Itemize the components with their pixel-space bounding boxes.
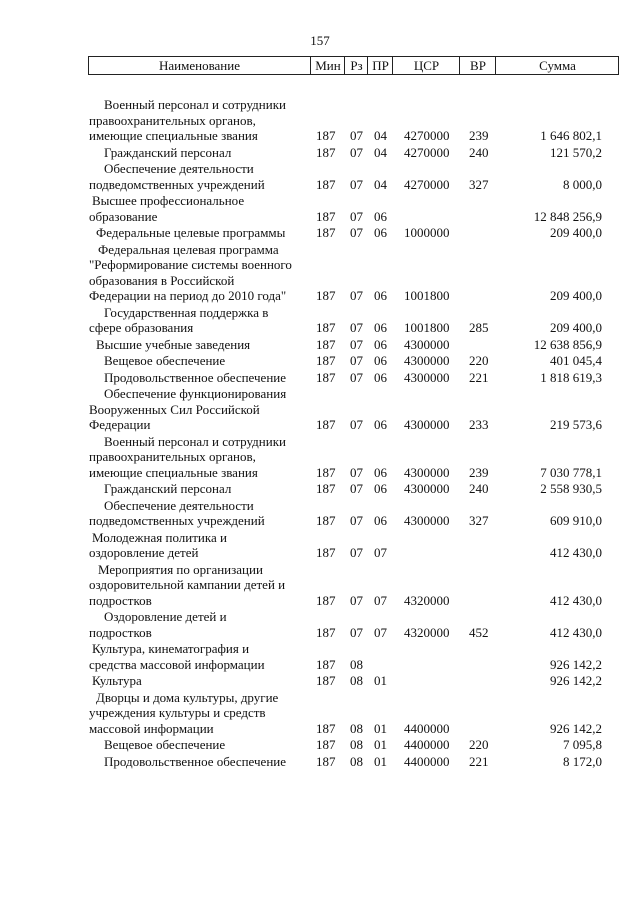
row-csr: 4300000 — [404, 481, 450, 496]
row-rz: 07 — [350, 320, 363, 335]
row-sum: 219 573,6 — [550, 417, 602, 432]
row-sum: 2 558 930,5 — [540, 481, 602, 496]
row-rz: 07 — [350, 513, 363, 528]
row-name — [88, 640, 310, 672]
row-sum: 7 030 778,1 — [540, 464, 602, 480]
header-csr: ЦСР — [392, 57, 460, 74]
table-row — [88, 561, 620, 609]
row-sum: 412 430,0 — [550, 545, 602, 560]
row-vr: 240 — [469, 481, 489, 496]
row-min: 187 — [316, 464, 336, 480]
row-rz: 07 — [350, 225, 363, 240]
row-vr: 452 — [469, 624, 489, 640]
row-name-line: Оздоровление детей и — [104, 609, 227, 624]
page-number: 157 — [310, 33, 330, 48]
row-min: 187 — [316, 320, 336, 335]
row-vr: 327 — [469, 513, 489, 528]
table-row — [88, 497, 620, 529]
row-rz: 08 — [350, 753, 363, 769]
row-name-line: Федеральные целевые программы — [96, 225, 286, 240]
row-pr: 04 — [374, 128, 387, 143]
row-min: 187 — [316, 369, 336, 385]
row-rz: 07 — [350, 545, 363, 560]
table-row — [88, 640, 620, 672]
row-name-line: Военный персонал и сотрудники — [104, 433, 286, 449]
row-pr: 06 — [374, 464, 387, 480]
row-name — [88, 529, 310, 561]
row-name — [88, 96, 310, 144]
row-csr: 4300000 — [404, 513, 450, 528]
row-name-line: образования в Российской — [89, 272, 235, 288]
row-name-line: Культура — [92, 673, 142, 688]
row-name-line: Гражданский персонал — [104, 481, 232, 496]
row-min: 187 — [316, 592, 336, 608]
row-name-line: Мероприятия по организации — [98, 561, 263, 577]
row-name-line: Вещевое обеспечение — [104, 353, 226, 368]
row-csr: 4400000 — [404, 720, 450, 736]
row-name-line: учреждения культуры и средств — [89, 705, 266, 720]
row-name-line: правоохранительных органов, — [89, 112, 256, 128]
row-name-line: оздоровление детей — [89, 545, 199, 560]
row-name — [88, 192, 310, 224]
row-rz: 07 — [350, 481, 363, 496]
row-rz: 07 — [350, 336, 363, 352]
row-csr: 4300000 — [404, 336, 450, 352]
row-min: 187 — [316, 753, 336, 769]
row-rz: 07 — [350, 176, 363, 192]
row-vr: 221 — [469, 753, 489, 769]
row-vr: 285 — [469, 320, 489, 335]
row-name-line: Гражданский персонал — [104, 144, 232, 160]
row-pr: 06 — [374, 336, 387, 352]
row-csr: 4270000 — [404, 176, 450, 192]
row-name — [88, 608, 310, 640]
row-min: 187 — [316, 288, 336, 303]
row-name — [88, 480, 310, 497]
row-name-line: Обеспечение функционирования — [104, 386, 287, 401]
row-name — [88, 369, 310, 386]
row-csr: 1001800 — [404, 320, 450, 335]
row-min: 187 — [316, 481, 336, 496]
row-name-line: Обеспечение деятельности — [104, 497, 254, 513]
row-sum: 1 646 802,1 — [540, 128, 602, 143]
row-sum: 926 142,2 — [550, 656, 602, 672]
table-row — [88, 529, 620, 561]
row-name-line: "Реформирование системы военного — [89, 257, 292, 272]
table-row — [88, 608, 620, 640]
row-rz: 07 — [350, 624, 363, 640]
row-rz: 07 — [350, 128, 363, 143]
row-csr: 4270000 — [404, 144, 450, 160]
row-pr: 01 — [374, 753, 387, 769]
row-name-line: Федеральная целевая программа — [98, 241, 279, 257]
row-sum: 8 000,0 — [563, 176, 602, 192]
row-sum: 209 400,0 — [550, 225, 602, 240]
table-row — [88, 336, 620, 353]
row-rz: 07 — [350, 288, 363, 303]
row-sum: 209 400,0 — [550, 320, 602, 335]
header-min: Мин — [310, 57, 345, 74]
row-vr: 220 — [469, 353, 489, 368]
header-rz: Рз — [344, 57, 368, 74]
row-min: 187 — [316, 720, 336, 736]
row-min: 187 — [316, 225, 336, 240]
header-vr: ВР — [459, 57, 496, 74]
table-row — [88, 736, 620, 753]
row-name — [88, 224, 310, 241]
table-body — [88, 96, 620, 769]
table-row — [88, 433, 620, 481]
row-name-line: Продовольственное обеспечение — [104, 753, 286, 769]
row-csr: 4400000 — [404, 753, 450, 769]
table-row — [88, 753, 620, 770]
row-name — [88, 689, 310, 737]
table-row — [88, 352, 620, 369]
row-name — [88, 672, 310, 689]
table-row — [88, 241, 620, 304]
row-name-line: подростков — [89, 592, 152, 608]
row-pr: 01 — [374, 737, 387, 752]
row-vr: 220 — [469, 737, 489, 752]
row-min: 187 — [316, 656, 336, 672]
row-sum: 8 172,0 — [563, 753, 602, 769]
row-csr: 4270000 — [404, 128, 450, 143]
row-min: 187 — [316, 208, 336, 224]
table-row — [88, 480, 620, 497]
row-name-line: Федерации на период до 2010 года" — [89, 288, 287, 303]
row-pr: 04 — [374, 176, 387, 192]
row-min: 187 — [316, 513, 336, 528]
row-name-line: Обеспечение деятельности — [104, 161, 254, 176]
row-name-line: подведомственных учреждений — [89, 176, 265, 192]
table-row — [88, 192, 620, 224]
row-name-line: оздоровительной кампании детей и — [89, 577, 286, 592]
row-min: 187 — [316, 545, 336, 560]
row-rz: 08 — [350, 656, 363, 672]
row-pr: 07 — [374, 592, 387, 608]
row-csr: 1000000 — [404, 225, 450, 240]
row-pr: 06 — [374, 417, 387, 432]
row-sum: 12 638 856,9 — [533, 336, 602, 352]
row-name-line: Молодежная политика и — [92, 529, 227, 545]
row-pr: 06 — [374, 225, 387, 240]
row-name — [88, 352, 310, 369]
row-name — [88, 160, 310, 192]
row-name — [88, 736, 310, 753]
row-sum: 7 095,8 — [563, 737, 602, 752]
row-name-line: имеющие специальные звания — [89, 464, 258, 480]
row-vr: 221 — [469, 369, 489, 385]
row-name — [88, 241, 310, 304]
row-csr: 4320000 — [404, 624, 450, 640]
row-vr: 327 — [469, 176, 489, 192]
header-pr: ПР — [367, 57, 393, 74]
row-name-line: Дворцы и дома культуры, другие — [96, 689, 279, 705]
header-name: Наименование — [159, 58, 240, 73]
row-rz: 08 — [350, 737, 363, 752]
row-min: 187 — [316, 737, 336, 752]
row-name-line: подведомственных учреждений — [89, 513, 265, 528]
row-sum: 401 045,4 — [550, 353, 602, 368]
row-sum: 1 818 619,3 — [540, 369, 602, 385]
row-min: 187 — [316, 144, 336, 160]
row-name — [88, 144, 310, 161]
row-rz: 07 — [350, 464, 363, 480]
row-name — [88, 304, 310, 336]
row-csr: 1001800 — [404, 288, 450, 303]
row-name — [88, 433, 310, 481]
row-name-line: Культура, кинематография и — [92, 641, 250, 656]
row-sum: 412 430,0 — [550, 624, 602, 640]
table-row — [88, 96, 620, 144]
table-row — [88, 689, 620, 737]
row-pr: 06 — [374, 320, 387, 335]
row-name — [88, 561, 310, 609]
row-name — [88, 385, 310, 433]
table-row — [88, 672, 620, 689]
row-name-line: массовой информации — [89, 720, 214, 736]
row-pr: 06 — [374, 369, 387, 385]
row-sum: 609 910,0 — [550, 513, 602, 528]
row-pr: 06 — [374, 208, 387, 224]
row-name — [88, 336, 310, 353]
row-rz: 07 — [350, 353, 363, 368]
row-min: 187 — [316, 624, 336, 640]
row-rz: 07 — [350, 208, 363, 224]
row-rz: 07 — [350, 144, 363, 160]
row-csr: 4300000 — [404, 417, 450, 432]
row-sum: 412 430,0 — [550, 592, 602, 608]
row-rz: 07 — [350, 369, 363, 385]
row-vr: 239 — [469, 464, 489, 480]
row-min: 187 — [316, 336, 336, 352]
row-name-line: Вооруженных Сил Российской — [89, 401, 260, 417]
table-header — [88, 56, 619, 75]
row-vr: 240 — [469, 144, 489, 160]
row-csr: 4300000 — [404, 369, 450, 385]
row-csr: 4300000 — [404, 353, 450, 368]
row-min: 187 — [316, 128, 336, 143]
row-csr: 4400000 — [404, 737, 450, 752]
row-name-line: правоохранительных органов, — [89, 449, 256, 464]
row-min: 187 — [316, 417, 336, 432]
row-pr: 04 — [374, 144, 387, 160]
row-name — [88, 497, 310, 529]
row-pr: 06 — [374, 481, 387, 496]
row-name-line: подростков — [89, 624, 152, 640]
row-rz: 07 — [350, 417, 363, 432]
row-name-line: образование — [89, 208, 158, 224]
table-row — [88, 144, 620, 161]
row-pr: 01 — [374, 720, 387, 736]
row-pr: 06 — [374, 288, 387, 303]
row-sum: 209 400,0 — [550, 288, 602, 303]
row-name-line: Продовольственное обеспечение — [104, 369, 286, 385]
table-row — [88, 160, 620, 192]
row-vr: 233 — [469, 417, 489, 432]
table-row — [88, 385, 620, 433]
row-sum: 121 570,2 — [550, 144, 602, 160]
row-rz: 08 — [350, 673, 363, 688]
row-name-line: Военный персонал и сотрудники — [104, 97, 286, 112]
row-pr: 07 — [374, 545, 387, 560]
row-name-line: Вещевое обеспечение — [104, 737, 226, 752]
row-name-line: Государственная поддержка в — [104, 304, 269, 320]
row-min: 187 — [316, 176, 336, 192]
row-name-line: Федерации — [89, 417, 151, 432]
table-row — [88, 304, 620, 336]
row-name-line: средства массовой информации — [89, 656, 265, 672]
row-pr: 07 — [374, 624, 387, 640]
row-name-line: Высшие учебные заведения — [96, 336, 251, 352]
row-sum: 926 142,2 — [550, 673, 602, 688]
row-sum: 12 848 256,9 — [533, 208, 602, 224]
header-sum: Сумма — [495, 57, 619, 74]
table-row — [88, 224, 620, 241]
row-min: 187 — [316, 353, 336, 368]
row-rz: 07 — [350, 592, 363, 608]
row-pr: 01 — [374, 673, 387, 688]
row-name-line: имеющие специальные звания — [89, 128, 258, 143]
row-name-line: сфере образования — [89, 320, 194, 335]
row-csr: 4300000 — [404, 464, 450, 480]
row-vr: 239 — [469, 128, 489, 143]
row-min: 187 — [316, 673, 336, 688]
row-name — [88, 753, 310, 770]
row-pr: 06 — [374, 353, 387, 368]
row-rz: 08 — [350, 720, 363, 736]
row-csr: 4320000 — [404, 592, 450, 608]
table-row — [88, 369, 620, 386]
row-sum: 926 142,2 — [550, 720, 602, 736]
row-name-line: Высшее профессиональное — [92, 193, 245, 208]
row-pr: 06 — [374, 513, 387, 528]
